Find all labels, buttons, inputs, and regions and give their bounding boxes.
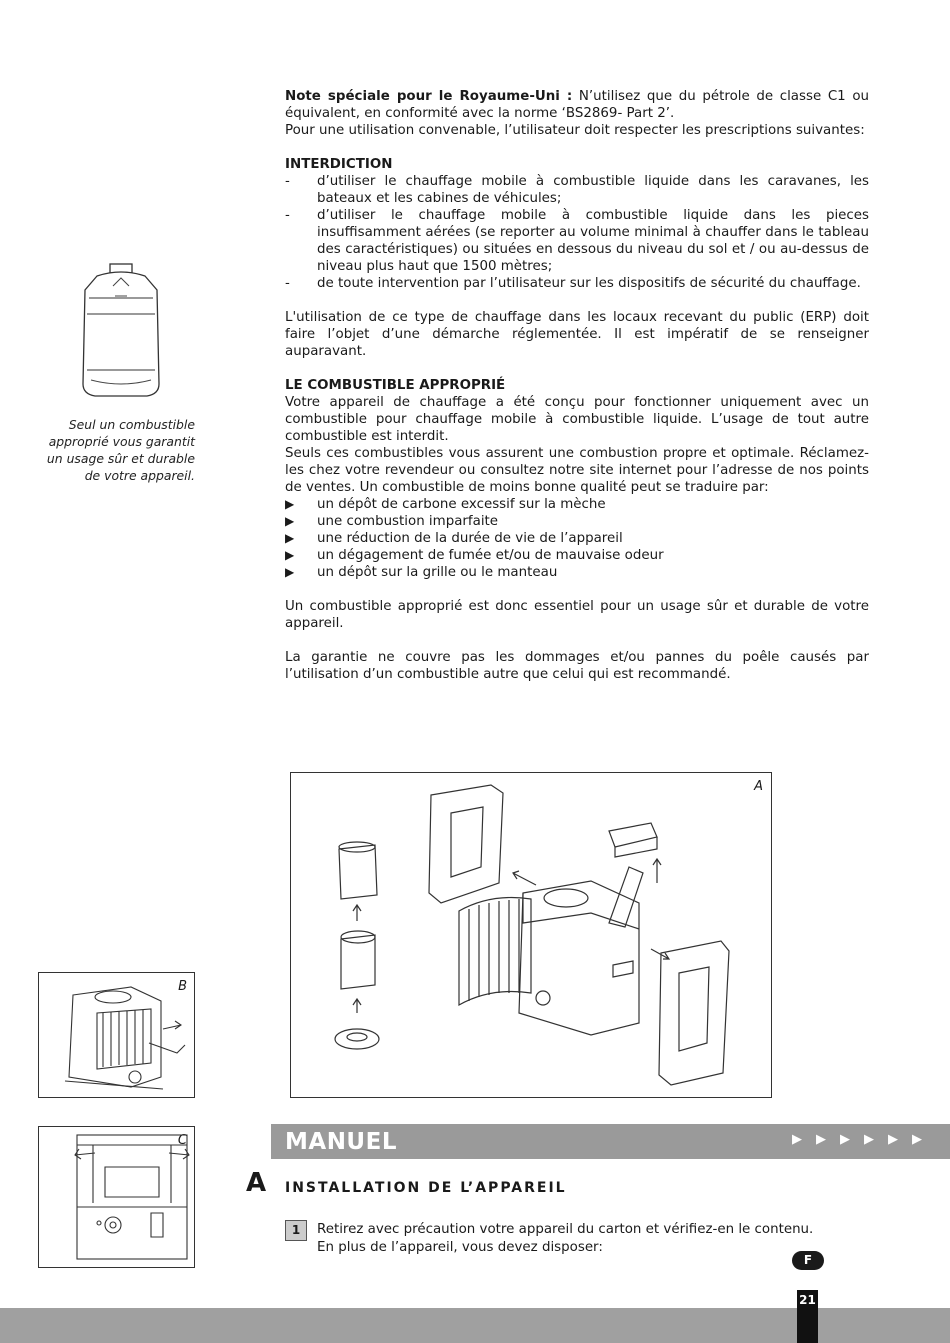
figure-c-label: C <box>177 1133 187 1148</box>
combustible-p3: Un combustible approprié est donc essentiel pour un usage sûr et durable de votre appareil. <box>285 599 869 631</box>
figure-a-label: A <box>754 779 763 794</box>
uk-note <box>285 88 869 122</box>
warranty-paragraph: La garantie ne couvre pas les dommages et/ou pannes du poêle causés par l’utilisation d’un combustible autre que celui qui est recommandé. <box>285 650 869 682</box>
bullet-item: ▶ une combustion imparfaite <box>285 514 499 529</box>
interdiction-item: - de toute intervention par l’utilisateur sur les dispositifs de sécurité du chauffage. <box>285 276 861 291</box>
heater-interior-diagram <box>39 1127 194 1267</box>
heater-exploded-diagram <box>291 773 771 1097</box>
figure-c <box>38 1126 195 1268</box>
figure-a <box>290 772 772 1098</box>
uk-note-text: N’utilisez que du pétrole de classe C1 ou équivalent, en conformité avec la norme ‘BS2869- Part 2’. <box>285 89 870 121</box>
banner-arrows: ▶▶▶▶▶▶ <box>792 1132 936 1147</box>
interdiction-heading: INTERDICTION <box>285 157 393 172</box>
interdiction-item: - d’utiliser le chauffage mobile à combustible liquide dans les caravanes, les bateaux et les cabines de véhicules; <box>285 174 869 206</box>
banner-title: MANUEL <box>285 1129 397 1155</box>
step-number: 1 <box>285 1220 307 1241</box>
heater-grille-removal-diagram <box>39 973 194 1097</box>
uk-note-label: Note spéciale pour le Royaume-Uni : <box>285 89 573 104</box>
bullet-item: ▶ une réduction de la durée de vie de l’appareil <box>285 531 623 546</box>
combustible-p2: Seuls ces combustibles vous assurent une combustion propre et optimale. Réclamez-les chez votre revendeur ou consultez notre site internet pour l’adresse de nos points de ventes. Un combustible de moins bonne qualité peut se traduire par: <box>285 446 869 495</box>
bullet-item: ▶ un dépôt sur la grille ou le manteau <box>285 565 558 580</box>
bullet-item: ▶ un dégagement de fumée et/ou de mauvaise odeur <box>285 548 664 563</box>
language-badge: F <box>792 1251 824 1270</box>
step-line-2: En plus de l’appareil, vous devez disposer: <box>317 1239 603 1255</box>
figure-b <box>38 972 195 1098</box>
step-text <box>317 1221 877 1256</box>
step-line-1: Retirez avec précaution votre appareil du carton et vérifiez-en le contenu. <box>317 1222 814 1237</box>
section-letter: A <box>246 1168 267 1198</box>
fuel-caption: Seul un combustible approprié vous garantit un usage sûr et durable de votre appareil. <box>46 417 195 483</box>
combustible-heading: LE COMBUSTIBLE APPROPRIÉ <box>285 378 506 393</box>
bullet-item: ▶ un dépôt de carbone excessif sur la mèche <box>285 497 606 512</box>
section-title: INSTALLATION DE L’APPAREIL <box>285 1180 567 1196</box>
intro-paragraph: Pour une utilisation convenable, l’utilisateur doit respecter les prescriptions suivantes: <box>285 123 865 138</box>
erp-paragraph: L'utilisation de ce type de chauffage dans les locaux recevant du public (ERP) doit faire l’objet d’une démarche réglementée. Il est impératif de se renseigner auparavant. <box>285 310 869 359</box>
figure-b-label: B <box>178 979 187 994</box>
fuel-jerrycan-icon <box>75 262 167 402</box>
main-text <box>285 88 869 683</box>
combustible-p1: Votre appareil de chauffage a été conçu pour fonctionner uniquement avec un combustible pour chauffage mobile à combustible liquide. L’usage de tout autre combustible est interdit. <box>285 395 869 444</box>
manual-banner <box>271 1124 950 1159</box>
interdiction-item: - d’utiliser le chauffage mobile à combustible liquide dans les pieces insuffisamment aérées (se reporter au volume minimal à chauffer dans le tableau des caractéristiques) ou situées en dessous du niveau du sol et / ou au-dessus de niveau plus haut que 1500 mètres; <box>285 208 869 274</box>
page-number: 21 <box>797 1290 818 1343</box>
